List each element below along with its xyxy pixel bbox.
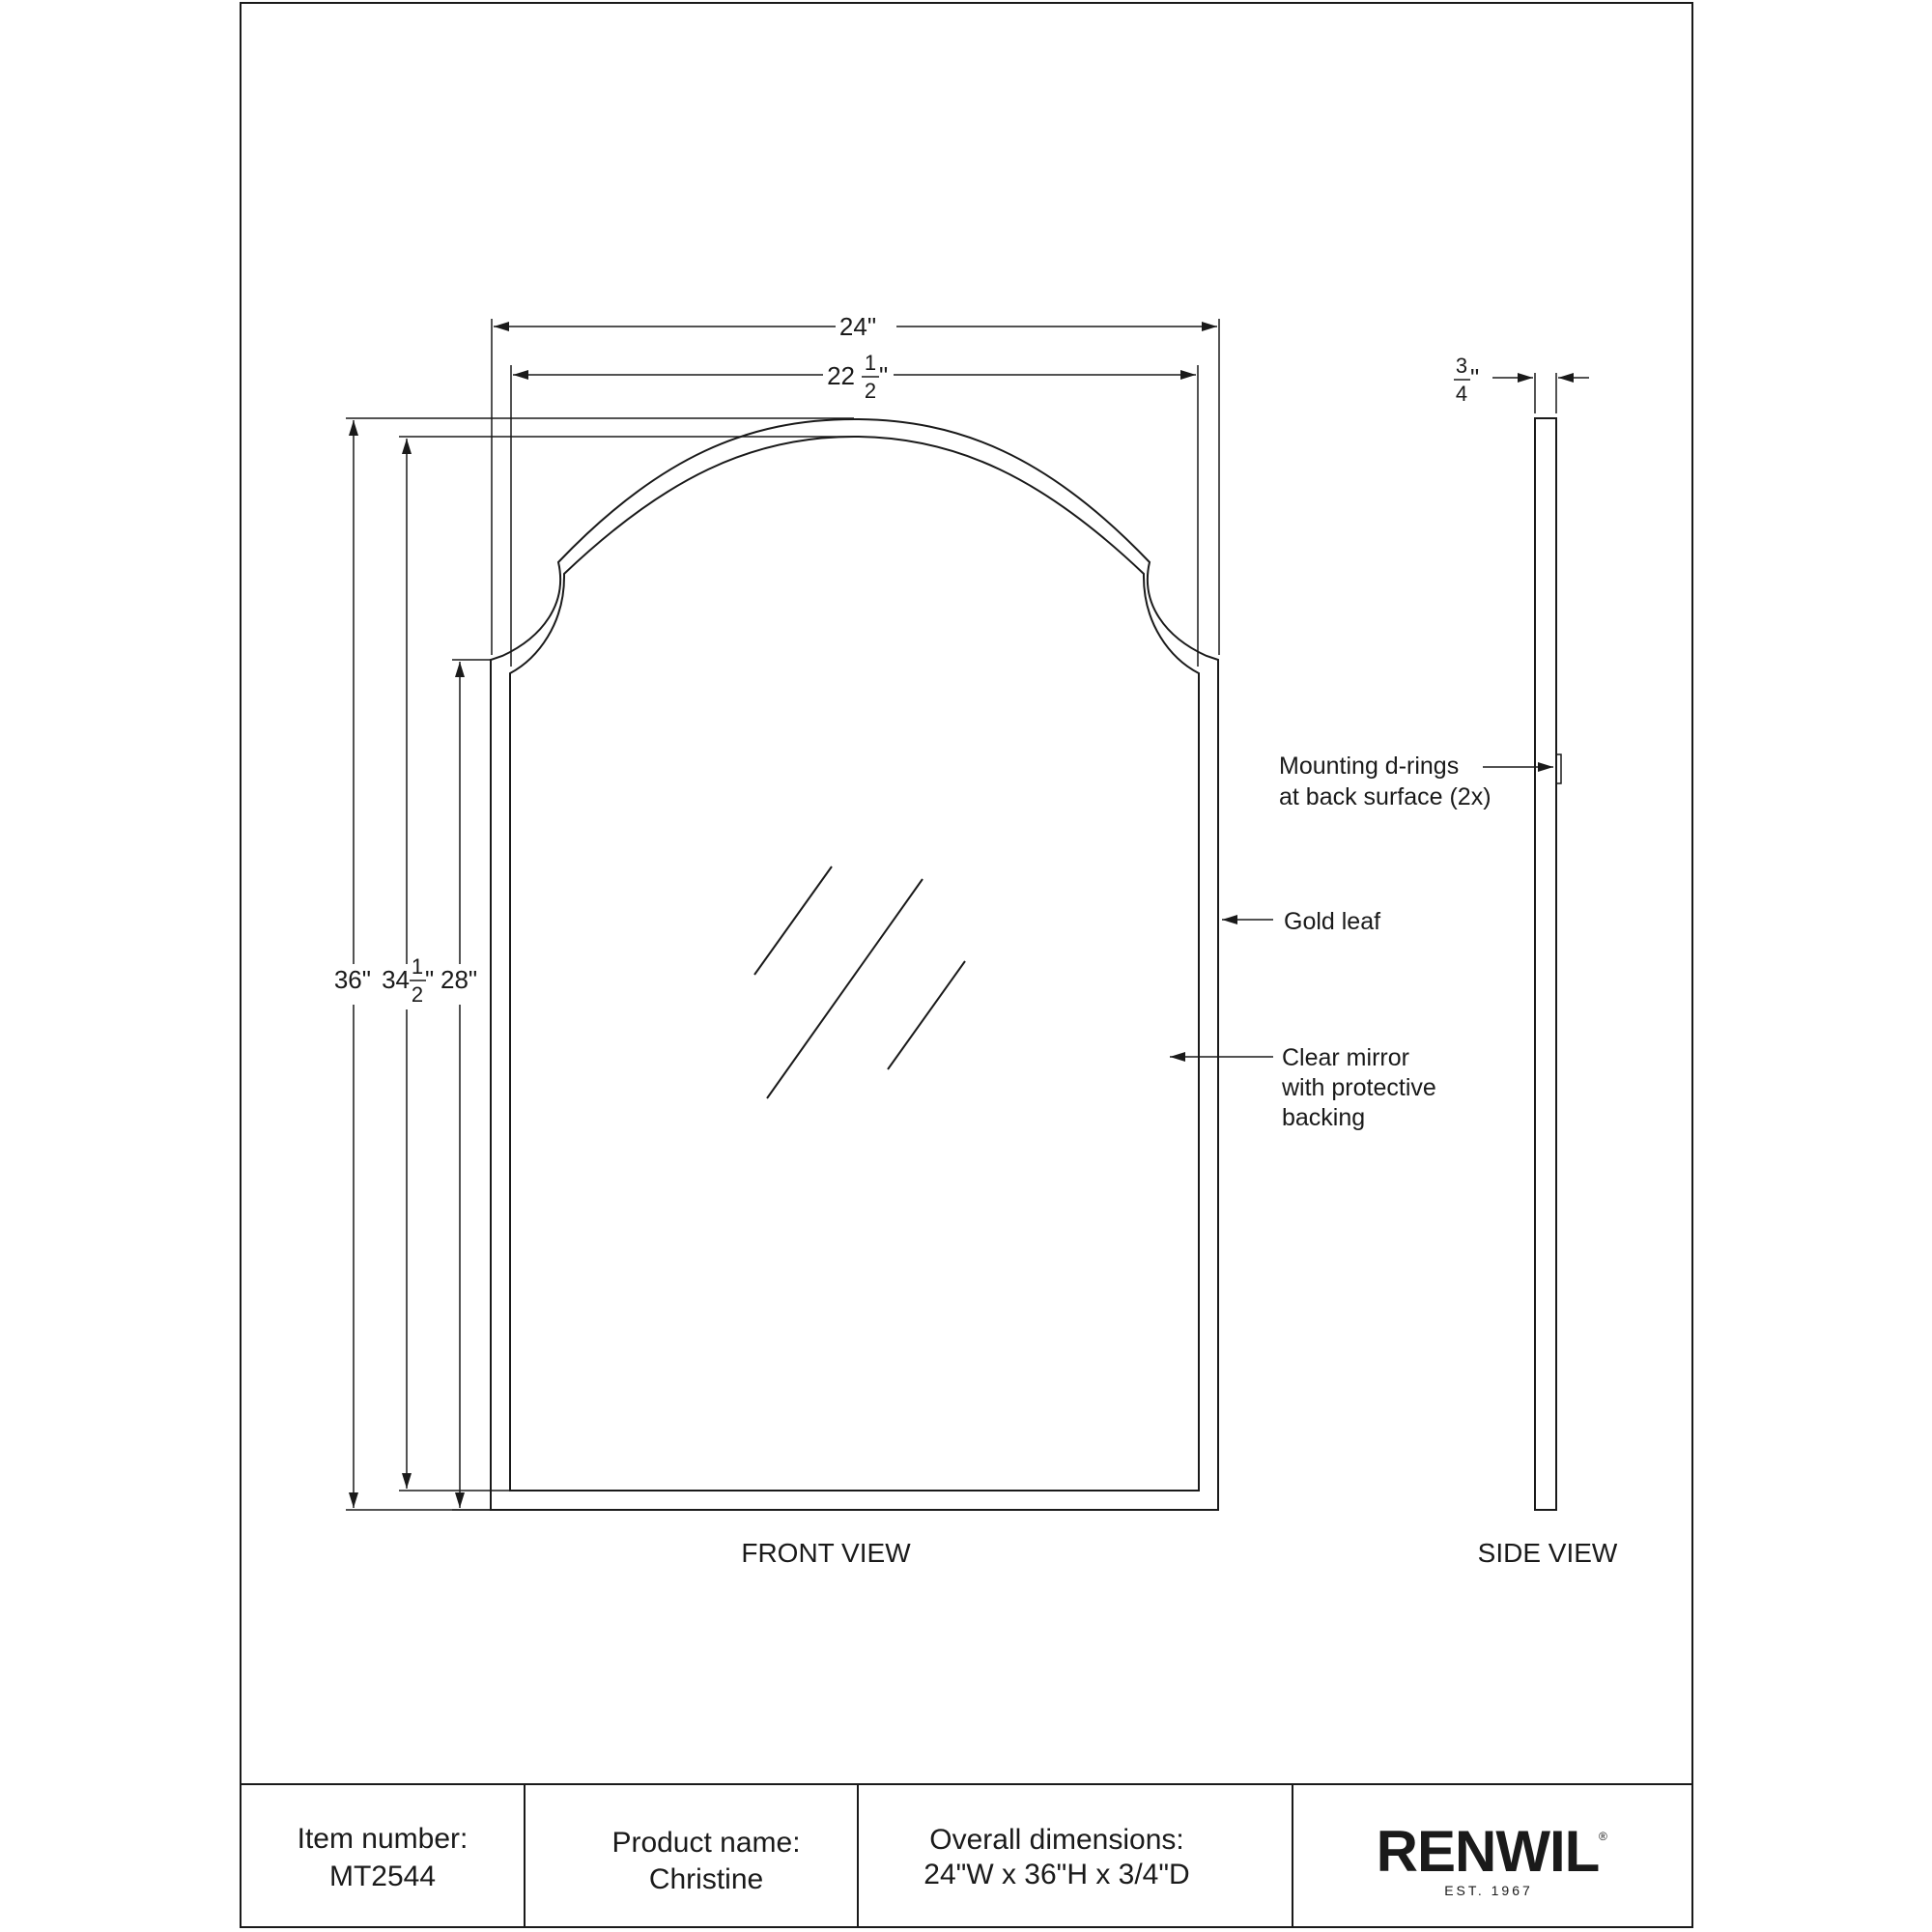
clear-mirror-line-1: Clear mirror — [1282, 1044, 1409, 1071]
inner-width-whole: 22 — [827, 361, 855, 390]
inner-width-unit: " — [879, 361, 889, 390]
overall-height-label: 36" — [333, 965, 371, 994]
callout-mounting — [1279, 753, 1553, 810]
inner-height-frac-num: 1 — [411, 954, 424, 979]
mirror-glass-outline — [510, 437, 1199, 1491]
inner-height-whole: 34 — [382, 965, 410, 994]
gold-leaf-label: Gold leaf — [1284, 908, 1381, 935]
dimension-inner-height — [382, 437, 854, 1491]
overall-dimensions-value: 24"W x 36"H x 3/4"D — [923, 1859, 1190, 1890]
product-name-value: Christine — [648, 1863, 764, 1895]
mirror-outer-frame — [491, 419, 1218, 1510]
inner-width-frac-den: 2 — [864, 379, 877, 403]
side-view-label: SIDE VIEW — [1477, 1538, 1618, 1568]
d-ring-icon — [1556, 754, 1561, 783]
brand-tagline: EST. 1967 — [1444, 1883, 1533, 1898]
side-view — [1535, 418, 1561, 1510]
product-name-label: Product name: — [611, 1827, 801, 1859]
front-view — [491, 419, 1218, 1510]
brand-name: RENWIL — [1376, 1819, 1600, 1884]
depth-unit: " — [1470, 363, 1480, 392]
overall-width-label: 24" — [838, 312, 877, 341]
glass-reflection-icon — [754, 867, 965, 1098]
inner-height-frac-den: 2 — [411, 982, 424, 1007]
brand-registered-mark: ® — [1599, 1830, 1607, 1843]
depth-frac-num: 3 — [1455, 354, 1468, 378]
inner-width-frac-num: 1 — [864, 351, 877, 375]
inner-height-unit: " — [425, 965, 435, 994]
item-number-value: MT2544 — [328, 1861, 437, 1892]
side-height-label: 28" — [440, 965, 478, 994]
dimension-side-height — [440, 660, 491, 1510]
mounting-line-1: Mounting d-rings — [1279, 753, 1460, 780]
brand-logo — [1377, 1819, 1607, 1898]
dimension-depth — [1454, 354, 1589, 413]
clear-mirror-line-2: with protective — [1282, 1074, 1436, 1101]
front-view-label: FRONT VIEW — [741, 1538, 911, 1568]
item-number-label: Item number: — [297, 1823, 469, 1855]
side-profile — [1535, 418, 1556, 1510]
callout-gold-leaf — [1222, 908, 1380, 935]
overall-dimensions-label: Overall dimensions: — [929, 1824, 1184, 1856]
title-block — [241, 1784, 1692, 1927]
dimension-overall-width — [492, 312, 1219, 655]
callout-clear-mirror — [1170, 1044, 1436, 1131]
dimension-inner-width — [511, 351, 1198, 667]
depth-frac-den: 4 — [1455, 382, 1468, 406]
clear-mirror-line-3: backing — [1282, 1104, 1366, 1131]
mounting-line-2: at back surface (2x) — [1279, 783, 1492, 810]
